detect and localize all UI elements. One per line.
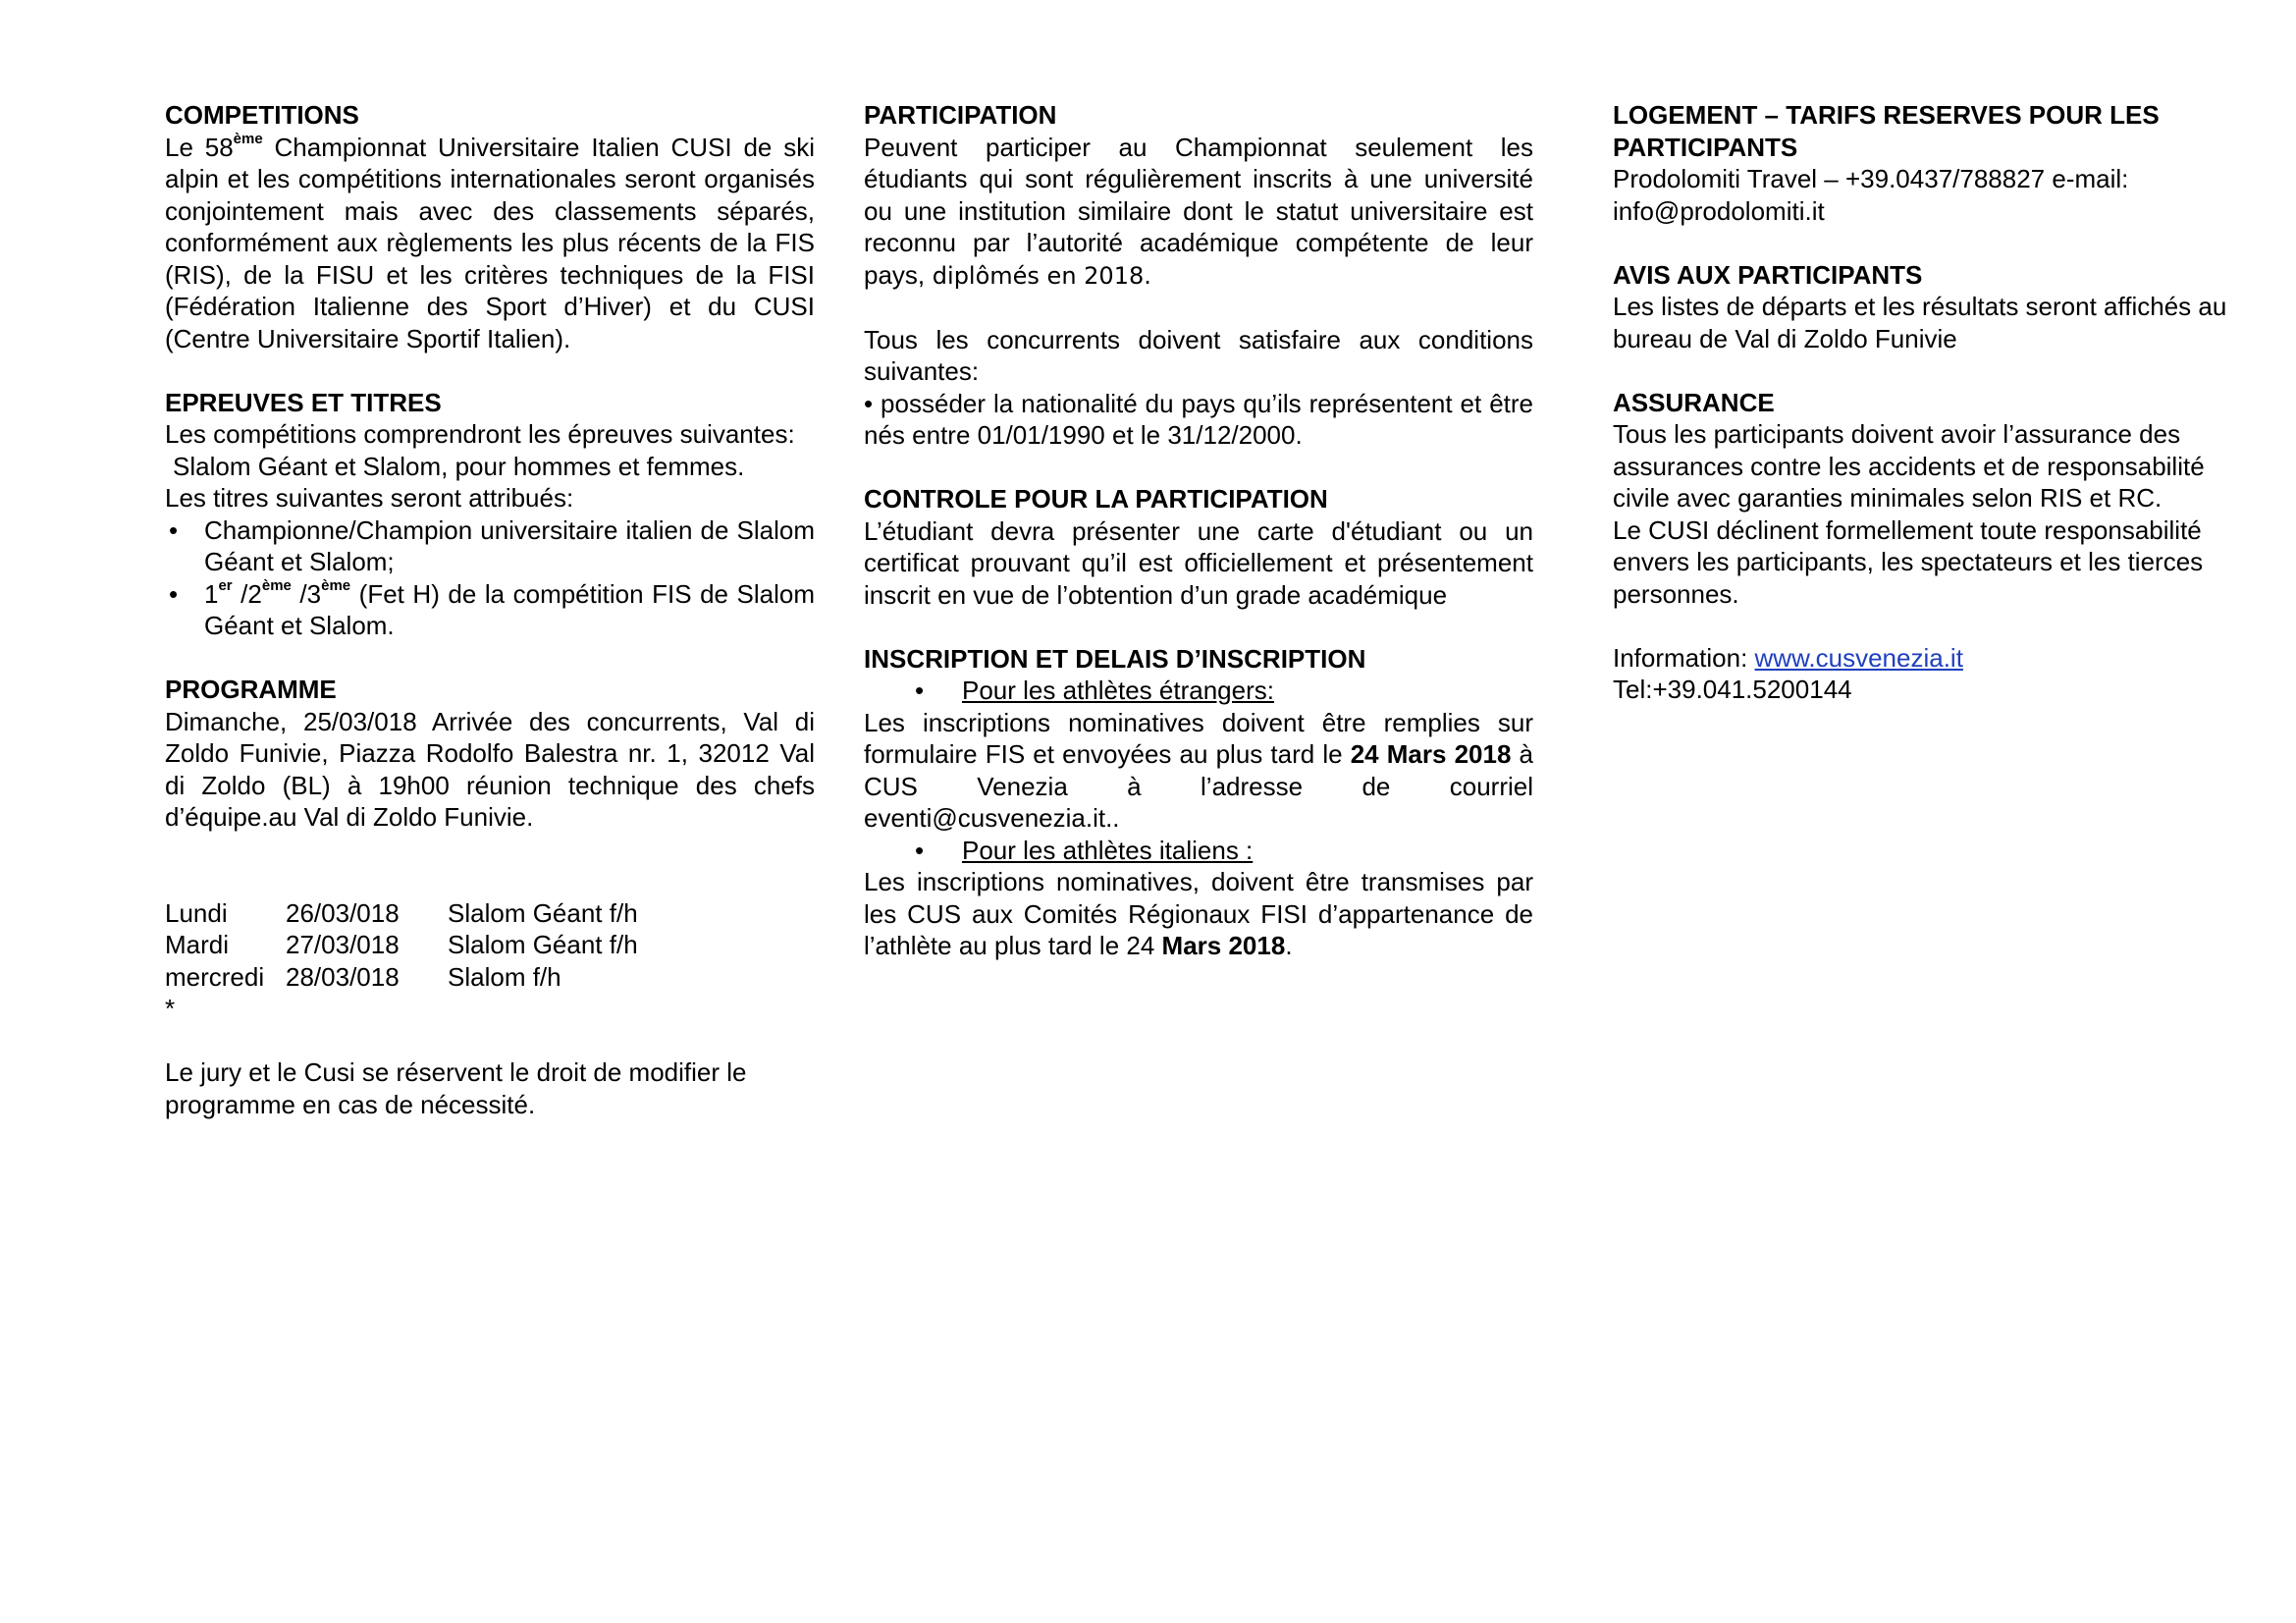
schedule-table (165, 897, 815, 994)
subheading-etrangers-text: Pour les athlètes étrangers: (962, 676, 1274, 705)
section-avis (1613, 259, 2248, 355)
schedule-asterisk: * (165, 994, 176, 1023)
schedule-event: Slalom Géant f/h (448, 930, 638, 959)
section-information (1613, 642, 2248, 706)
inscription-text-a: Les inscriptions nominatives doivent être remplies sur formulaire FIS et envoyées au plus tard le (864, 707, 1533, 769)
subheading-italiens-text: Pour les athlètes italiens : (962, 835, 1254, 865)
column-middle (864, 99, 1533, 962)
section-assurance (1613, 387, 2248, 611)
responsabilite-text: Le CUSI déclinent formellement toute responsabilité envers les participants, les spectateurs et les tierces personnes. (1613, 514, 2204, 609)
participation-text-main: Peuvent participer au Championnat seulement les étudiants qui sont régulièrement inscrits à une université ou une institution similaire dont le statut universitaire est reconnu par l’autorité académique compétente de leur pays, (864, 132, 1533, 290)
titres-list (165, 514, 815, 642)
competitions-text-rest: Championnat Universitaire Italien CUSI de ski alpin et les compétitions internationales seront organisés conjointement mais avec des classements séparés, conformément aux règlements les plus récents de la FIS (RIS), de la FISU et les critères techniques de la FISI (Fédération Italienne des Sport d’Hiver) et du CUSI (Centre Universitaire Sportif Italien). (165, 132, 815, 353)
section-participation (864, 99, 1533, 452)
schedule-event: Slalom f/h (448, 961, 561, 992)
avis-text: Les listes de départs et les résultats seront affichés au bureau de Val di Zoldo Funivie (1613, 292, 2227, 353)
logement-text: Prodolomiti Travel – +39.0437/788827 e-mail: info@prodolomiti.it (1613, 164, 2129, 226)
heading-controle: CONTROLE POUR LA PARTICIPATION (864, 484, 1328, 514)
heading-inscription: INSCRIPTION ET DELAIS D’INSCRIPTION (864, 643, 1366, 674)
rank-1: 1 (204, 578, 219, 609)
section-competitions (165, 99, 815, 354)
inscription-etrangers-text (864, 707, 1533, 835)
schedule-date: 27/03/018 (286, 930, 400, 959)
section-inscription (864, 643, 1533, 962)
subheading-italiens (864, 835, 1533, 867)
epreuves-intro: Les compétitions comprendront les épreuves suivantes: (165, 419, 795, 449)
titres-intro: Les titres suivantes seront attribués: (165, 483, 574, 513)
schedule-day: mercredi (165, 961, 265, 992)
conditions-item: • posséder la nationalité du pays qu’ils représentent et être nés entre 01/01/1990 et le 31/12/2000. (864, 388, 1533, 450)
competitions-text (165, 132, 815, 355)
list-item (165, 578, 815, 642)
inscription-italiens-text (864, 866, 1533, 962)
heading-competitions: COMPETITIONS (165, 100, 359, 130)
conditions-intro: Tous les concurrents doivent satisfaire aux conditions suivantes: (864, 324, 1533, 386)
competitions-text-start: Le 58 (165, 132, 234, 162)
epreuves-list: Slalom Géant et Slalom, pour hommes et femmes. (173, 451, 745, 481)
website-link[interactable]: www.cusvenezia.it (1754, 642, 1963, 673)
programme-text: Dimanche, 25/03/018 Arrivée des concurrents, Val di Zoldo Funivie, Piazza Rodolfo Balestra nr. 1, 32012 Val di Zoldo (BL) à 19h00 réunion technique des chefs d’équipe.au Val di Zoldo Funivie. (165, 706, 815, 832)
rank-2: /2 (232, 578, 262, 609)
information-label: Information: (1613, 642, 1755, 673)
heading-programme: PROGRAMME (165, 675, 337, 704)
heading-epreuves: EPREUVES ET TITRES (165, 387, 442, 417)
heading-assurance: ASSURANCE (1613, 387, 1775, 417)
telephone: Tel:+39.041.5200144 (1613, 675, 1852, 704)
deadline-date: 24 Mars 2018 (1350, 739, 1512, 769)
schedule-date: 28/03/018 (286, 961, 400, 992)
participation-text-tail: diplômés en 2018. (925, 261, 1151, 290)
superscript: ème (233, 130, 263, 147)
section-programme (165, 674, 815, 1120)
section-logement (1613, 99, 2248, 227)
inscription-text-b: . (1285, 931, 1293, 960)
information-line (1613, 642, 2248, 675)
rank-rest: (Fet H) de la compétition FIS de Slalom Géant et Slalom. (204, 578, 815, 640)
participation-text (864, 132, 1533, 293)
heading-logement: LOGEMENT – TARIFS RESERVES POUR LES PARTICIPANTS (1613, 100, 2160, 162)
column-right (1613, 99, 2248, 706)
inscription-text-b: à CUS Venezia à l’adresse de courriel eventi@cusvenezia.it.. (864, 739, 1534, 833)
deadline-date: Mars 2018 (1161, 931, 1286, 960)
schedule-day: Lundi (165, 897, 228, 928)
schedule-day: Mardi (165, 930, 230, 959)
heading-participation: PARTICIPATION (864, 100, 1057, 130)
controle-text: L’étudiant devra présenter une carte d'étudiant ou un certificat prouvant qu’il est officiellement et présentement inscrit en vue de l’obtention d’un grade académique (864, 515, 1533, 610)
heading-avis: AVIS AUX PARTICIPANTS (1613, 259, 1923, 290)
superscript: ème (321, 576, 351, 594)
superscript: ème (261, 576, 292, 594)
schedule-date: 26/03/018 (286, 897, 400, 928)
superscript: er (218, 576, 233, 594)
assurance-text: Tous les participants doivent avoir l’assurance des assurances contre les accidents et de responsabilité civile avec garanties minimales selon RIS et RC. (1613, 419, 2205, 513)
inscription-text-a: Les inscriptions nominatives, doivent être transmises par les CUS aux Comités Régionaux FISI d’appartenance de l’athlète au plus tard le 24 (864, 867, 1533, 960)
list-item: • Championne/Champion universitaire italien de Slalom Géant et Slalom; (165, 514, 815, 578)
section-epreuves (165, 387, 815, 642)
rank-3: /3 (291, 578, 322, 609)
schedule-event: Slalom Géant f/h (448, 897, 638, 928)
programme-note: Le jury et le Cusi se réservent le droit de modifier le programme en cas de nécessité. (165, 1057, 747, 1119)
subheading-etrangers (864, 675, 1533, 707)
section-controle (864, 483, 1533, 611)
column-left (165, 99, 815, 1120)
